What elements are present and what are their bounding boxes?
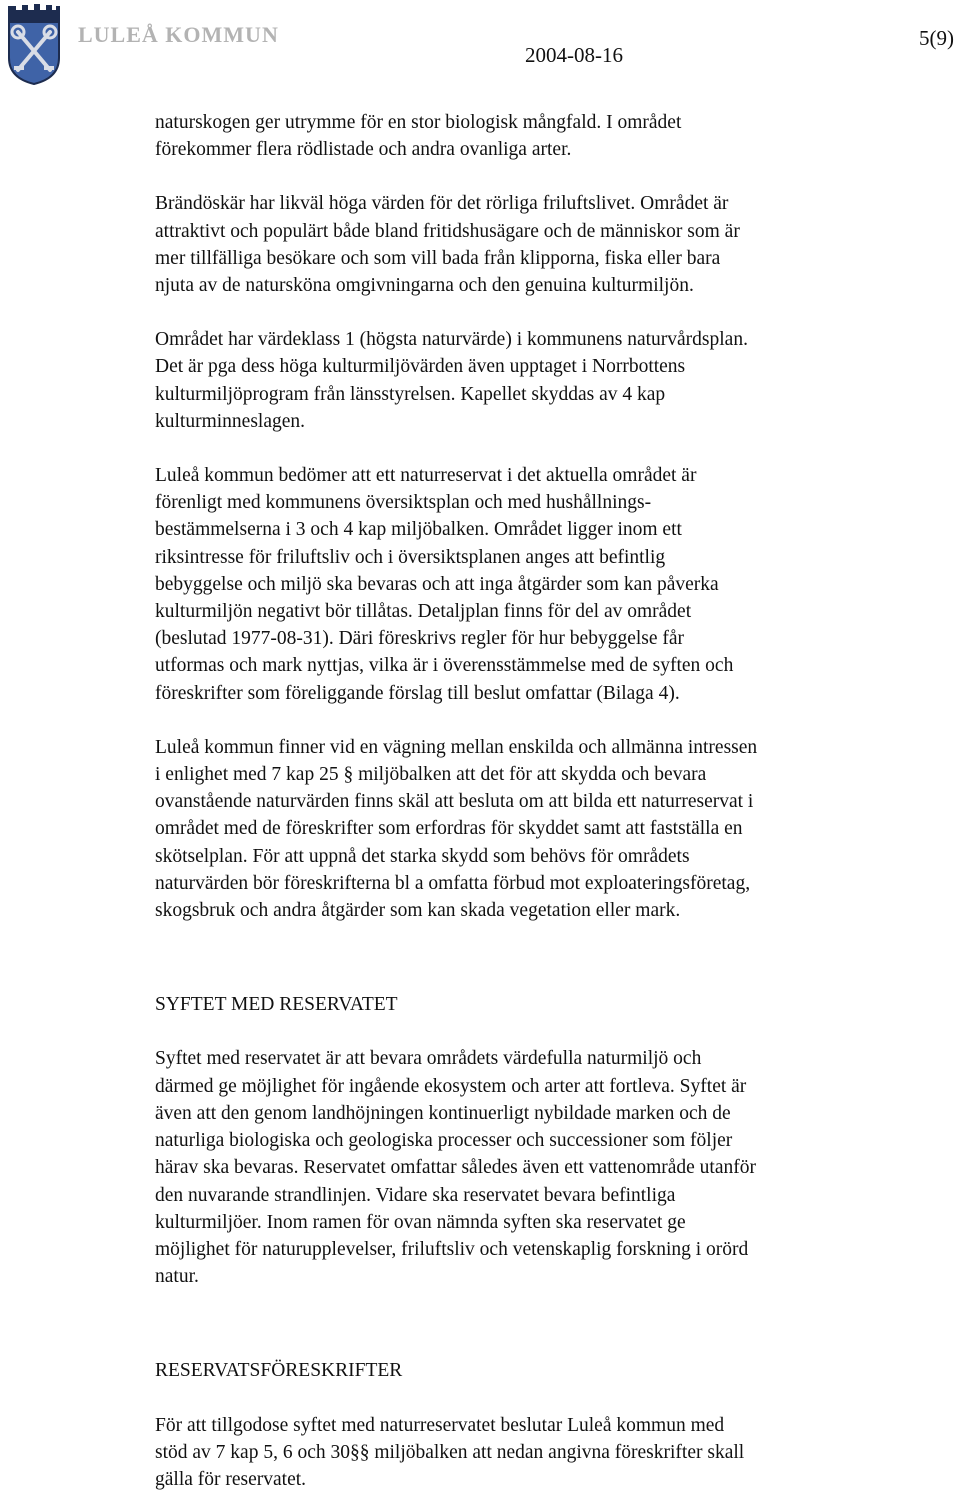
heading-purpose: SYFTET MED RESERVATET	[155, 994, 398, 1016]
paragraph-purpose: Syftet med reservatet är att bevara områdets värdefulla naturmiljö och därmed ge möjlighet för ingående ekosystem och arter att fortleva. Syftet är även att den genom landhöjningen kontinuerligt nybildade marken och de naturliga biologiska och geologiska processer och successioner som följer härav ska bevaras. Reservatet omfattar således även ett vattenområde utanför den nuvarande strandlinjen. Vidare ska reservatet bevara befintliga kulturmiljöer. Inom ramen för ovan nämnda syften ska reservatet ge möjlighet för naturupplevelser, friluftsliv och vetenskaplig forskning i orörd natur.	[155, 1048, 756, 1288]
document-date: 2004-08-16	[525, 43, 623, 67]
organization-name: LULEÅ KOMMUN	[78, 22, 279, 47]
paragraph-regulations: För att tillgodose syftet med naturreservatet beslutar Luleå kommun med stöd av 7 kap 5, 6 och 30§§ miljöbalken att nedan angivna föreskrifter skall gälla för reservatet.	[155, 1414, 745, 1490]
paragraph-biodiversity: naturskogen ger utrymme för en stor biologisk mångfald. I området förekommer flera rödlistade och andra ovanliga arter.	[155, 112, 682, 161]
paragraph-outdoor-values: Brändöskär har likväl höga värden för det rörliga friluftslivet. Området är attraktivt och populärt både bland fritidshusägare och de människor som är mer tillfälliga besökare och som vill bada från klipporna, fiska eller bara njuta av de natursköna omgivningarna och den genuina kulturmiljön.	[155, 193, 740, 297]
page-number: 5(9)	[919, 26, 954, 50]
paragraph-value-class: Området har värdeklass 1 (högsta naturvärde) i kommunens naturvårdsplan. Det är pga dess höga kulturmiljövärden även upptaget i Norrbottens kulturmiljöprogram från länsstyrelsen. Kapellet skyddas av 4 kap kulturminneslagen.	[155, 329, 748, 432]
paragraph-municipal-assessment: Luleå kommun bedömer att ett naturreservat i det aktuella området är förenligt med kommunens översiktsplan och med hushållnings- bestämmelserna i 3 och 4 kap miljöbalken. Området ligger inom ett riksintresse för friluftsliv och i översiktsplanen anges att befintlig bebyggelse och miljö ska bevaras och att inga åtgärder som kan påverka kulturmiljön negativt bör tillåtas. Detaljplan finns för del av området (beslutad 1977-08-31). Däri föreskrivs regler för hur bebyggelse får utformas och mark nyttjas, vilka är i överensstämmelse med de syften och föreskrifter som föreliggande förslag till beslut omfattar (Bilaga 4).	[155, 465, 734, 704]
document-body	[155, 109, 915, 1493]
coat-of-arms-icon	[4, 2, 64, 86]
paragraph-balancing-interests: Luleå kommun finner vid en vägning mellan enskilda och allmänna intressen i enlighet med 7 kap 25 § miljöbalken att det för att skydda och bevara ovanstående naturvärden finns skäl att besluta om att bilda ett naturreservat i området med de föreskrifter som erfordras för skyddet samt att fastställa en skötselplan. För att uppnå det starka skydd som behövs för områdets naturvärden bör föreskrifterna bl a omfatta förbud mot exploateringsföretag, skogsbruk och andra åtgärder som kan skada vegetation eller mark.	[155, 736, 758, 922]
page-header	[0, 0, 960, 90]
heading-regulations: RESERVATSFÖRESKRIFTER	[155, 1360, 403, 1382]
